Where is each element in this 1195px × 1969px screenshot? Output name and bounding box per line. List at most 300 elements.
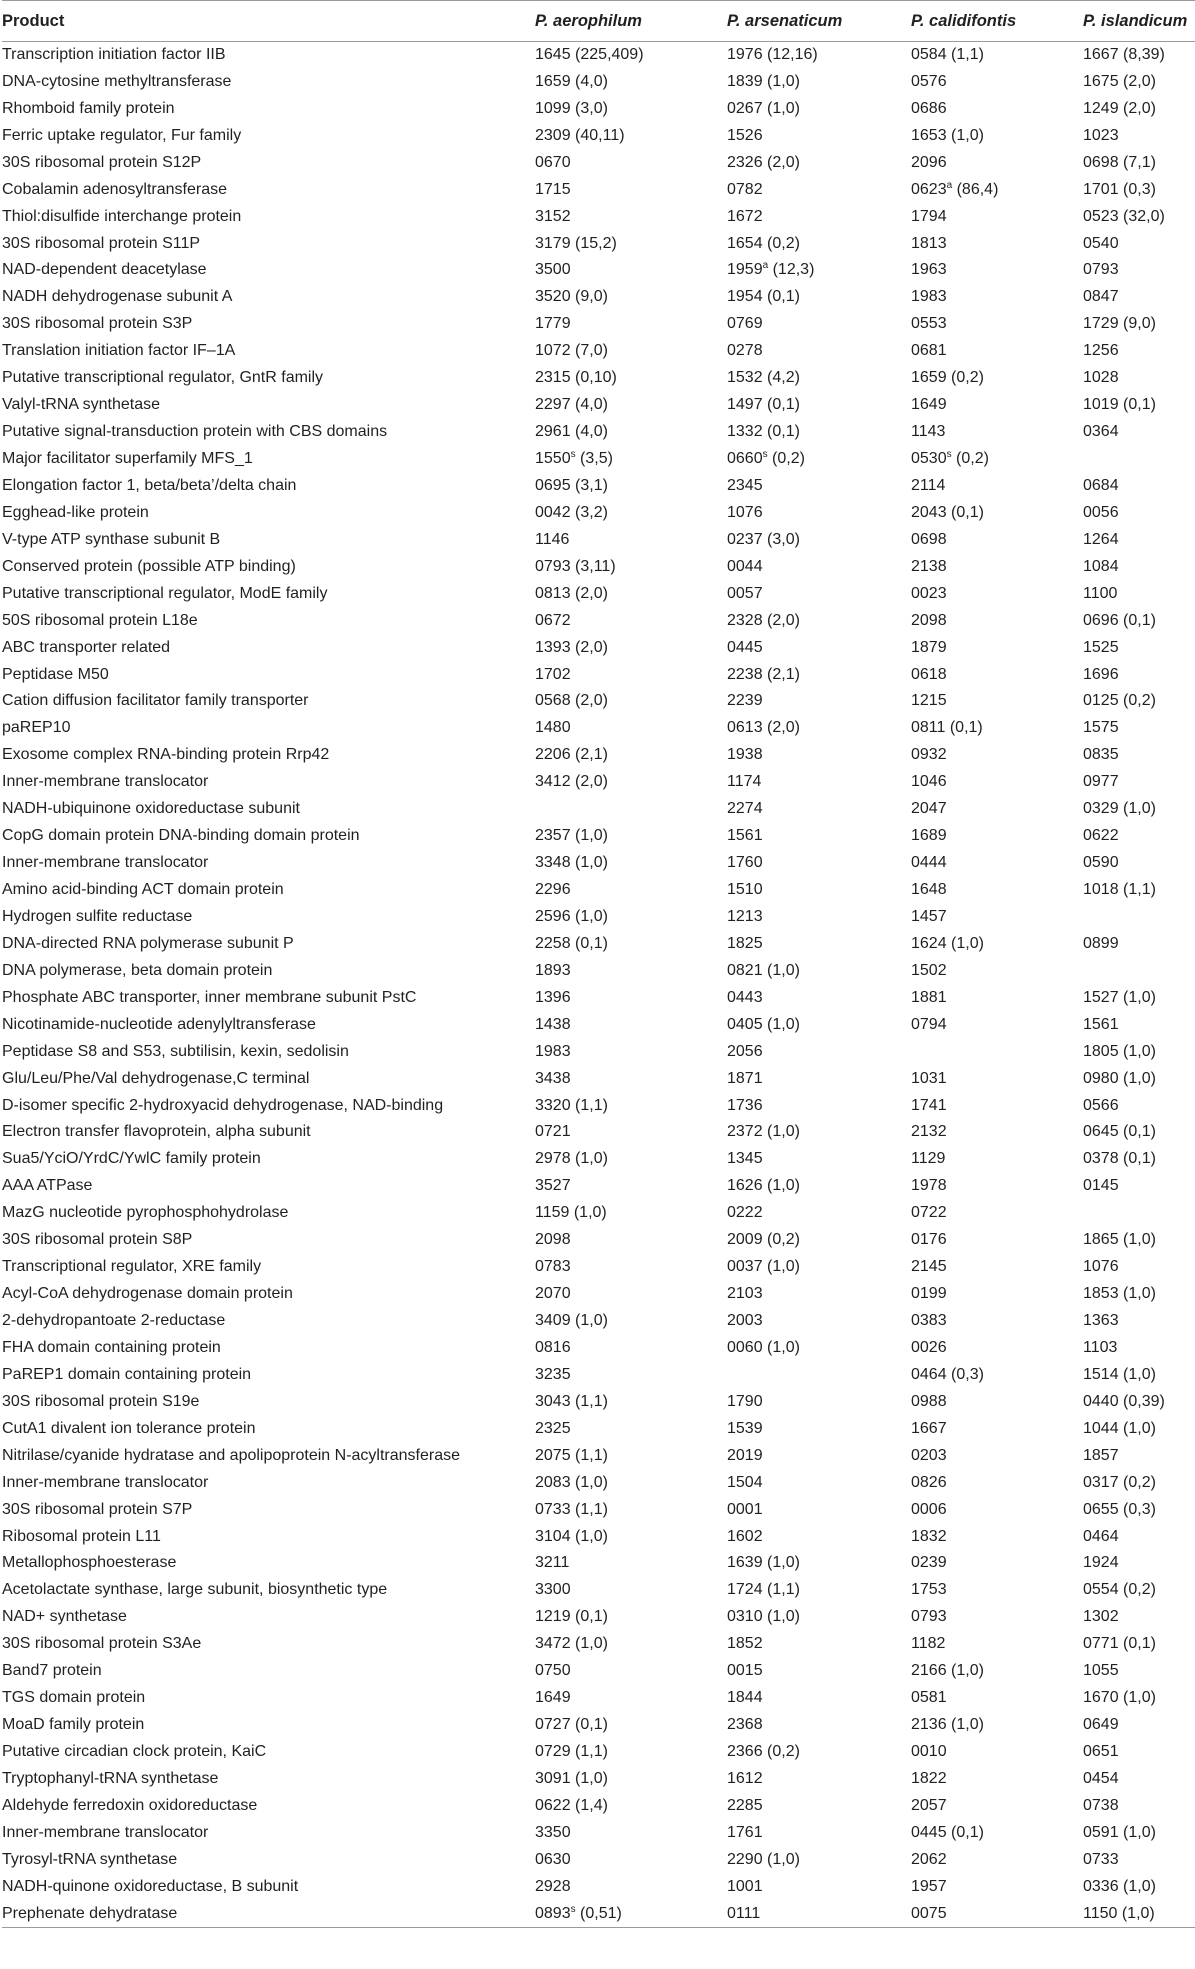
- aerophilum-cell: 2206 (2,1): [535, 746, 608, 764]
- islandicum-cell: 1675 (2,0): [1083, 72, 1156, 90]
- calidifontis-cell: 0444: [911, 854, 947, 872]
- aerophilum-cell: 1438: [535, 1015, 571, 1033]
- aerophilum-cell: 0813 (2,0): [535, 584, 608, 602]
- arsenaticum-cell: 2238 (2,1): [727, 665, 800, 683]
- arsenaticum-cell: 0222: [727, 1204, 763, 1222]
- arsenaticum-cell: 1761: [727, 1823, 763, 1841]
- calidifontis-cell: 0686: [911, 99, 947, 117]
- table-row: [2, 1739, 1195, 1766]
- table-row: [2, 1631, 1195, 1658]
- aerophilum-cell: 0750: [535, 1662, 571, 1680]
- aerophilum-cell: 3320 (1,1): [535, 1096, 608, 1114]
- calidifontis-cell: 1794: [911, 207, 947, 225]
- calidifontis-cell: 0075: [911, 1904, 947, 1922]
- calidifontis-cell: 2098: [911, 611, 947, 629]
- table-row: [2, 1173, 1195, 1200]
- product-cell: paREP10: [2, 719, 71, 737]
- islandicum-cell: 0622: [1083, 827, 1119, 845]
- table-bottom-rule: [2, 1927, 1195, 1928]
- table-row: [2, 769, 1195, 796]
- islandicum-cell: 0835: [1083, 746, 1119, 764]
- arsenaticum-cell: 1526: [727, 126, 763, 144]
- islandicum-cell: 1249 (2,0): [1083, 99, 1156, 117]
- aerophilum-cell: 1480: [535, 719, 571, 737]
- table-row: [2, 284, 1195, 311]
- calidifontis-cell: 2096: [911, 153, 947, 171]
- arsenaticum-cell: 1561: [727, 827, 763, 845]
- table-row: [2, 499, 1195, 526]
- table-row: [2, 1335, 1195, 1362]
- islandicum-cell: 0771 (0,1): [1083, 1635, 1156, 1653]
- header-row: [2, 1, 1195, 42]
- aerophilum-cell: 2075 (1,1): [535, 1446, 608, 1464]
- table-row: [2, 580, 1195, 607]
- cell-counts: (0,2): [767, 450, 805, 468]
- arsenaticum-cell: 1724 (1,1): [727, 1581, 800, 1599]
- table-row: [2, 715, 1195, 742]
- aerophilum-cell: 0672: [535, 611, 571, 629]
- product-cell: Nitrilase/cyanide hydratase and apolipoprotein N-acyltransferase: [2, 1446, 461, 1464]
- islandicum-cell: 1561: [1083, 1015, 1119, 1033]
- calidifontis-cell: 0383: [911, 1312, 947, 1330]
- table-row: [2, 1388, 1195, 1415]
- islandicum-cell: 0554 (0,2): [1083, 1581, 1156, 1599]
- product-cell: DNA-directed RNA polymerase subunit P: [2, 934, 294, 952]
- arsenaticum-cell: 0821 (1,0): [727, 961, 800, 979]
- arsenaticum-cell: 2274: [727, 800, 763, 818]
- arsenaticum-cell: 1790: [727, 1392, 763, 1410]
- table-row: [2, 1604, 1195, 1631]
- islandicum-cell: 0793: [1083, 261, 1119, 279]
- calidifontis-cell: 1753: [911, 1581, 947, 1599]
- header-p-arsenaticum: P. arsenaticum: [727, 1, 911, 42]
- product-cell: Inner-membrane translocator: [2, 1473, 209, 1491]
- arsenaticum-cell: 1510: [727, 881, 763, 899]
- cell-counts: (12,3): [768, 261, 815, 279]
- calidifontis-cell: 0932: [911, 746, 947, 764]
- cell-value: 1959: [727, 261, 763, 279]
- islandicum-cell: 1103: [1083, 1338, 1118, 1356]
- calidifontis-cell: 1649: [911, 396, 947, 414]
- calidifontis-cell: 1832: [911, 1527, 947, 1545]
- table-row: [2, 122, 1195, 149]
- table-row: [2, 419, 1195, 446]
- table-row: [2, 149, 1195, 176]
- aerophilum-cell: 1659 (4,0): [535, 72, 608, 90]
- islandicum-cell: 0649: [1083, 1716, 1119, 1734]
- product-cell: Putative transcriptional regulator, GntR family: [2, 369, 324, 387]
- table-row: [2, 688, 1195, 715]
- table-header: [2, 1, 1195, 42]
- arsenaticum-cell: 2372 (1,0): [727, 1123, 800, 1141]
- table-row: [2, 1011, 1195, 1038]
- islandicum-cell: [1083, 1200, 1195, 1227]
- product-cell: Ribosomal protein L11: [2, 1527, 161, 1545]
- product-cell: Prephenate dehydratase: [2, 1904, 178, 1922]
- product-cell: 30S ribosomal protein S3Ae: [2, 1635, 202, 1653]
- arsenaticum-cell: 0001: [727, 1500, 763, 1518]
- product-cell: 30S ribosomal protein S12P: [2, 153, 202, 171]
- arsenaticum-cell: 0443: [727, 988, 763, 1006]
- calidifontis-cell: 2132: [911, 1123, 947, 1141]
- table-row: [2, 1712, 1195, 1739]
- arsenaticum-cell: 2345: [727, 476, 763, 494]
- product-cell: Elongation factor 1, beta/beta’/delta chain: [2, 476, 297, 494]
- product-cell: NAD+ synthetase: [2, 1608, 127, 1626]
- aerophilum-cell: 3211: [535, 1554, 570, 1572]
- table-row: [2, 1658, 1195, 1685]
- aerophilum-cell: [535, 446, 727, 473]
- calidifontis-cell: 0006: [911, 1500, 947, 1518]
- islandicum-cell: 1302: [1083, 1608, 1119, 1626]
- aerophilum-cell: 2297 (4,0): [535, 396, 608, 414]
- header-p-aerophilum: P. aerophilum: [535, 1, 727, 42]
- islandicum-cell: 0540: [1083, 234, 1119, 252]
- islandicum-cell: 0733: [1083, 1850, 1119, 1868]
- islandicum-cell: 0056: [1083, 503, 1119, 521]
- product-cell: 2-dehydropantoate 2-reductase: [2, 1312, 226, 1330]
- arsenaticum-cell: 1345: [727, 1150, 763, 1168]
- islandicum-cell: 0684: [1083, 476, 1119, 494]
- calidifontis-cell: 0581: [911, 1689, 947, 1707]
- arsenaticum-cell: 1332 (0,1): [727, 423, 800, 441]
- product-cell: Inner-membrane translocator: [2, 1823, 209, 1841]
- arsenaticum-cell: 2326 (2,0): [727, 153, 800, 171]
- product-cell: NADH-quinone oxidoreductase, B subunit: [2, 1877, 299, 1895]
- islandicum-cell: 1018 (1,1): [1083, 881, 1156, 899]
- product-cell: Glu/Leu/Phe/Val dehydrogenase,C terminal: [2, 1069, 310, 1087]
- islandicum-cell: 1575: [1083, 719, 1119, 737]
- calidifontis-cell: 0239: [911, 1554, 947, 1572]
- calidifontis-cell: 0681: [911, 342, 947, 360]
- table-row: [2, 365, 1195, 392]
- cell-value: 0623: [911, 180, 947, 198]
- islandicum-cell: 0329 (1,0): [1083, 800, 1156, 818]
- arsenaticum-cell: 0267 (1,0): [727, 99, 800, 117]
- islandicum-cell: 0336 (1,0): [1083, 1877, 1156, 1895]
- table-row: [2, 1065, 1195, 1092]
- product-cell: TGS domain protein: [2, 1689, 146, 1707]
- aerophilum-cell: 1715: [535, 180, 571, 198]
- arsenaticum-cell: 1844: [727, 1689, 763, 1707]
- product-cell: CopG domain protein DNA-binding domain protein: [2, 827, 360, 845]
- table-row: [2, 1415, 1195, 1442]
- table-row: [2, 1873, 1195, 1900]
- aerophilum-cell: 1072 (7,0): [535, 342, 608, 360]
- aerophilum-cell: 2596 (1,0): [535, 907, 608, 925]
- aerophilum-cell: 2296: [535, 881, 571, 899]
- islandicum-cell: 0980 (1,0): [1083, 1069, 1156, 1087]
- table-row: [2, 1308, 1195, 1335]
- arsenaticum-cell: 1760: [727, 854, 763, 872]
- calidifontis-cell: 2047: [911, 800, 947, 818]
- aerophilum-cell: 1702: [535, 665, 571, 683]
- calidifontis-cell: 2043 (0,1): [911, 503, 984, 521]
- cell-counts: (0,2): [951, 450, 989, 468]
- calidifontis-cell: 1813: [911, 234, 947, 252]
- product-cell: DNA-cytosine methyltransferase: [2, 72, 232, 90]
- calidifontis-cell: 1667: [911, 1419, 947, 1437]
- header-product: Product: [2, 1, 535, 42]
- calidifontis-cell: 1653 (1,0): [911, 126, 984, 144]
- product-cell: PaREP1 domain containing protein: [2, 1365, 252, 1383]
- product-cell: Inner-membrane translocator: [2, 773, 209, 791]
- table-row: [2, 1846, 1195, 1873]
- islandicum-cell: 1729 (9,0): [1083, 315, 1156, 333]
- arsenaticum-cell: 1736: [727, 1096, 763, 1114]
- product-cell: Rhomboid family protein: [2, 99, 175, 117]
- arsenaticum-cell: 1504: [727, 1473, 763, 1491]
- calidifontis-cell: 0698: [911, 530, 947, 548]
- product-cell: ABC transporter related: [2, 638, 171, 656]
- arsenaticum-cell: 1938: [727, 746, 763, 764]
- product-cell: Translation initiation factor IF–1A: [2, 342, 236, 360]
- calidifontis-cell: 0618: [911, 665, 947, 683]
- calidifontis-cell: [911, 446, 1083, 473]
- product-cell: Thiol:disulfide interchange protein: [2, 207, 242, 225]
- aerophilum-cell: [535, 796, 727, 823]
- islandicum-cell: 0364: [1083, 423, 1119, 441]
- product-cell: Valyl-tRNA synthetase: [2, 396, 160, 414]
- islandicum-cell: 1924: [1083, 1554, 1119, 1572]
- table-row: [2, 311, 1195, 338]
- calidifontis-cell: 0203: [911, 1446, 947, 1464]
- islandicum-cell: 0645 (0,1): [1083, 1123, 1156, 1141]
- header-p-islandicum: P. islandicum: [1083, 1, 1195, 42]
- islandicum-cell: 1857: [1083, 1446, 1119, 1464]
- arsenaticum-cell: 1871: [727, 1069, 763, 1087]
- table-row: [2, 526, 1195, 553]
- arsenaticum-cell: [727, 257, 911, 284]
- calidifontis-cell: 0445 (0,1): [911, 1823, 984, 1841]
- arsenaticum-cell: 1174: [727, 773, 762, 791]
- islandicum-cell: 0378 (0,1): [1083, 1150, 1156, 1168]
- arsenaticum-cell: 0445: [727, 638, 763, 656]
- arsenaticum-cell: 2285: [727, 1796, 763, 1814]
- arsenaticum-cell: 0044: [727, 557, 763, 575]
- product-cell: FHA domain containing protein: [2, 1338, 221, 1356]
- table-row: [2, 338, 1195, 365]
- table-row: [2, 661, 1195, 688]
- islandicum-cell: 1527 (1,0): [1083, 988, 1156, 1006]
- islandicum-cell: [1083, 446, 1195, 473]
- islandicum-cell: 1363: [1083, 1312, 1119, 1330]
- aerophilum-cell: 1159 (1,0): [535, 1204, 607, 1222]
- aerophilum-cell: 3091 (1,0): [535, 1769, 608, 1787]
- arsenaticum-cell: 1654 (0,2): [727, 234, 800, 252]
- table-row: [2, 1819, 1195, 1846]
- product-cell: 30S ribosomal protein S19e: [2, 1392, 200, 1410]
- islandicum-cell: 1076: [1083, 1258, 1119, 1276]
- calidifontis-cell: 0553: [911, 315, 947, 333]
- islandicum-cell: [1083, 904, 1195, 931]
- aerophilum-cell: 0816: [535, 1338, 571, 1356]
- arsenaticum-cell: 1539: [727, 1419, 763, 1437]
- islandicum-cell: 0655 (0,3): [1083, 1500, 1156, 1518]
- product-cell: Tyrosyl-tRNA synthetase: [2, 1850, 178, 1868]
- cell-counts: (3,5): [575, 450, 613, 468]
- cell-counts: (0,51): [575, 1904, 622, 1922]
- islandicum-cell: 0454: [1083, 1769, 1119, 1787]
- product-cell: Cation diffusion facilitator family transporter: [2, 692, 309, 710]
- islandicum-cell: 0698 (7,1): [1083, 153, 1156, 171]
- aerophilum-cell: 3348 (1,0): [535, 854, 608, 872]
- arsenaticum-cell: 1672: [727, 207, 763, 225]
- calidifontis-cell: 1457: [911, 907, 947, 925]
- table-row: [2, 796, 1195, 823]
- product-cell: V-type ATP synthase subunit B: [2, 530, 221, 548]
- table-row: [2, 904, 1195, 931]
- islandicum-cell: 0847: [1083, 288, 1119, 306]
- calidifontis-cell: 0026: [911, 1338, 947, 1356]
- arsenaticum-cell: 1639 (1,0): [727, 1554, 800, 1572]
- arsenaticum-cell: 0769: [727, 315, 763, 333]
- arsenaticum-cell: 1852: [727, 1635, 763, 1653]
- arsenaticum-cell: [727, 446, 911, 473]
- arsenaticum-cell: 1954 (0,1): [727, 288, 800, 306]
- product-cell: Exosome complex RNA-binding protein Rrp42: [2, 746, 330, 764]
- islandicum-cell: 1256: [1083, 342, 1119, 360]
- calidifontis-cell: 0793: [911, 1608, 947, 1626]
- calidifontis-cell: 1215: [911, 692, 947, 710]
- table-row: [2, 1469, 1195, 1496]
- product-cell: Metallophosphoesterase: [2, 1554, 177, 1572]
- footnote-marker: s: [570, 1903, 576, 1915]
- product-cell: Acyl-CoA dehydrogenase domain protein: [2, 1285, 293, 1303]
- calidifontis-cell: 1046: [911, 773, 947, 791]
- product-cell: Aldehyde ferredoxin oxidoreductase: [2, 1796, 258, 1814]
- table-row: [2, 203, 1195, 230]
- aerophilum-cell: 3500: [535, 261, 571, 279]
- islandicum-cell: 0523 (32,0): [1083, 207, 1165, 225]
- islandicum-cell: 1028: [1083, 369, 1119, 387]
- table-row: [2, 446, 1195, 473]
- arsenaticum-cell: 0613 (2,0): [727, 719, 800, 737]
- calidifontis-cell: 1648: [911, 881, 947, 899]
- calidifontis-cell: 1182: [911, 1635, 946, 1653]
- table-row: [2, 1442, 1195, 1469]
- arsenaticum-cell: 2239: [727, 692, 763, 710]
- calidifontis-cell: 0576: [911, 72, 947, 90]
- product-cell: Putative circadian clock protein, KaiC: [2, 1743, 267, 1761]
- table-row: [2, 68, 1195, 95]
- islandicum-cell: 1100: [1083, 584, 1118, 602]
- aerophilum-cell: 2315 (0,10): [535, 369, 617, 387]
- product-cell: Nicotinamide-nucleotide adenylyltransferase: [2, 1015, 316, 1033]
- product-cell: Ferric uptake regulator, Fur family: [2, 126, 242, 144]
- footnote-marker: s: [762, 449, 768, 461]
- table-row: [2, 742, 1195, 769]
- calidifontis-cell: 1983: [911, 288, 947, 306]
- table-row: [2, 850, 1195, 877]
- table-row: [2, 1550, 1195, 1577]
- product-cell: 30S ribosomal protein S8P: [2, 1231, 193, 1249]
- aerophilum-cell: 0727 (0,1): [535, 1716, 608, 1734]
- arsenaticum-cell: 0111: [727, 1904, 761, 1922]
- calidifontis-cell: 1881: [911, 988, 947, 1006]
- arsenaticum-cell: 2366 (0,2): [727, 1743, 800, 1761]
- product-cell: Amino acid-binding ACT domain protein: [2, 881, 284, 899]
- calidifontis-cell: 2057: [911, 1796, 947, 1814]
- product-cell: DNA polymerase, beta domain protein: [2, 961, 273, 979]
- islandicum-cell: 1264: [1083, 530, 1119, 548]
- aerophilum-cell: 3350: [535, 1823, 571, 1841]
- header-p-calidifontis: P. calidifontis: [911, 1, 1083, 42]
- table-row: [2, 1227, 1195, 1254]
- product-cell: Hydrogen sulfite reductase: [2, 907, 193, 925]
- islandicum-cell: 0977: [1083, 773, 1119, 791]
- table-row: [2, 1766, 1195, 1793]
- table-row: [2, 392, 1195, 419]
- aerophilum-cell: 3152: [535, 207, 571, 225]
- table-row: [2, 1254, 1195, 1281]
- gene-product-table: [2, 0, 1195, 1927]
- product-cell: Egghead-like protein: [2, 503, 149, 521]
- aerophilum-cell: 1393 (2,0): [535, 638, 608, 656]
- calidifontis-cell: 0199: [911, 1285, 947, 1303]
- aerophilum-cell: 3472 (1,0): [535, 1635, 608, 1653]
- arsenaticum-cell: 1976 (12,16): [727, 46, 818, 64]
- calidifontis-cell: 0722: [911, 1204, 947, 1222]
- calidifontis-cell: 1741: [911, 1096, 947, 1114]
- islandicum-cell: 0899: [1083, 934, 1119, 952]
- aerophilum-cell: 2961 (4,0): [535, 423, 608, 441]
- aerophilum-cell: 1983: [535, 1042, 571, 1060]
- aerophilum-cell: 0695 (3,1): [535, 476, 608, 494]
- calidifontis-cell: 1031: [911, 1069, 947, 1087]
- islandicum-cell: 1150 (1,0): [1083, 1904, 1155, 1922]
- arsenaticum-cell: 2009 (0,2): [727, 1231, 800, 1249]
- table-row: [2, 1685, 1195, 1712]
- islandicum-cell: 0145: [1083, 1177, 1119, 1195]
- calidifontis-cell: 1143: [911, 423, 946, 441]
- product-cell: 30S ribosomal protein S3P: [2, 315, 193, 333]
- product-cell: AAA ATPase: [2, 1177, 93, 1195]
- aerophilum-cell: 3104 (1,0): [535, 1527, 608, 1545]
- table-row: [2, 1119, 1195, 1146]
- arsenaticum-cell: 2103: [727, 1285, 763, 1303]
- table-row: [2, 95, 1195, 122]
- aerophilum-cell: 0670: [535, 153, 571, 171]
- aerophilum-cell: 2978 (1,0): [535, 1150, 608, 1168]
- islandicum-cell: 1701 (0,3): [1083, 180, 1156, 198]
- arsenaticum-cell: 2328 (2,0): [727, 611, 800, 629]
- product-cell: Cobalamin adenosyltransferase: [2, 180, 228, 198]
- arsenaticum-cell: 1626 (1,0): [727, 1177, 800, 1195]
- calidifontis-cell: 1822: [911, 1769, 947, 1787]
- aerophilum-cell: 3235: [535, 1365, 571, 1383]
- product-cell: Transcriptional regulator, XRE family: [2, 1258, 262, 1276]
- arsenaticum-cell: 2368: [727, 1716, 763, 1734]
- aerophilum-cell: 2357 (1,0): [535, 827, 608, 845]
- cell-value: 0893: [535, 1904, 571, 1922]
- footnote-marker: a: [946, 179, 953, 191]
- table-row: [2, 1038, 1195, 1065]
- product-cell: MazG nucleotide pyrophosphohydrolase: [2, 1204, 289, 1222]
- table-row: [2, 607, 1195, 634]
- product-cell: NADH dehydrogenase subunit A: [2, 288, 233, 306]
- product-cell: Acetolactate synthase, large subunit, biosynthetic type: [2, 1581, 388, 1599]
- table-row: [2, 823, 1195, 850]
- aerophilum-cell: 2070: [535, 1285, 571, 1303]
- table-row: [2, 1577, 1195, 1604]
- table-row: [2, 473, 1195, 500]
- calidifontis-cell: 1659 (0,2): [911, 369, 984, 387]
- aerophilum-cell: 1645 (225,409): [535, 46, 644, 64]
- aerophilum-cell: 1649: [535, 1689, 571, 1707]
- table-row: [2, 957, 1195, 984]
- product-cell: Sua5/YciO/YrdC/YwlC family protein: [2, 1150, 261, 1168]
